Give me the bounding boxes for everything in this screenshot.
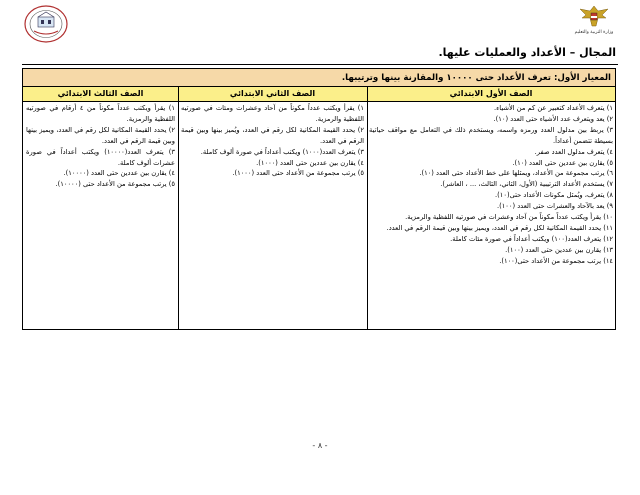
- outcome-item: ٥) يرتب مجموعة من الأعداد حتى العدد (١٠٠٠).: [232, 169, 364, 178]
- standard-row: المعيار الأول: تعرف الأعداد حتى ١٠٠٠٠ والمقارنة بينها وترتيبها.: [23, 69, 615, 87]
- outcome-item: ٥) يقارن بين عددين حتى العدد (١٠).: [512, 158, 613, 167]
- outcome-item: ٧) يستخدم الأعداد الترتيبية (الأول، الثاني، الثالث، ... ، العاشر).: [440, 180, 613, 189]
- outcome-item: ١) يقرأ ويكتب عدداً مكوناً من ٤ أرقام في صورتيه اللفظية والرمزية.: [26, 104, 175, 123]
- ministry-name: وزارة التربية والتعليم: [574, 30, 614, 35]
- title-divider: [22, 64, 618, 65]
- school-emblem-icon: [22, 4, 70, 44]
- outcome-item: ٢) يحدد القيمة المكانية لكل رقم في العدد، ويميز بينها وبين قيمة الرقم في العدد.: [26, 125, 175, 145]
- grade-3-outcomes: [26, 103, 175, 190]
- outcome-item: ٥) يرتب مجموعة من الأعداد حتى (١٠٠٠٠).: [55, 180, 175, 189]
- grade-2-header: الصف الثاني الابتدائي: [229, 89, 316, 98]
- egypt-eagle-icon: [568, 4, 620, 30]
- outcome-item: ٢) يعد ويتعرف عدد الأشياء حتى العدد (١٠).: [493, 114, 613, 123]
- grade-1-outcomes: [369, 103, 613, 267]
- outcome-item: ١٠) يقرأ ويكتب عدداً مكوناً من آحاد وعشرات في صورتيه اللفظية والرمزية.: [405, 213, 613, 222]
- outcome-item: ١٤) يرتب مجموعة من الأعداد حتى(١٠٠).: [499, 256, 613, 265]
- column-divider: [367, 87, 368, 329]
- outcome-item: ٤) يتعرف مدلول العدد صفر.: [534, 147, 613, 156]
- outcome-item: ٢) يحدد القيمة المكانية لكل رقم في العدد، ويُميز بينها وبين قيمة الرقم في العدد.: [181, 125, 364, 145]
- grade-header-row: [23, 87, 615, 102]
- grade-1-header: الصف الأول الابتدائي: [449, 89, 533, 98]
- grade-2-outcomes: [181, 103, 364, 179]
- standards-table: [22, 68, 616, 330]
- outcome-item: ٤) يقارن بين عددين حتى العدد (١٠٠٠).: [256, 158, 364, 167]
- outcome-item: ١٢) يتعرف العدد(١٠٠) ويكتب أعداداً في صورة مئات كاملة.: [450, 234, 613, 243]
- outcome-item: ١٣) يقارن بين عددين حتى العدد (١٠٠).: [505, 245, 613, 254]
- outcome-item: ١) يتعرف الأعداد كتعبير عن كم من الأشياء.: [494, 104, 613, 112]
- grade-3-header: الصف الثالث الابتدائي: [57, 89, 144, 98]
- outcome-item: ٩) يعد بالآحاد والعشرات حتى العدد (١٠٠).: [496, 202, 613, 211]
- ministry-logo: [568, 4, 620, 44]
- outcome-item: ١) يقرأ ويكتب عدداً مكوناً من آحاد وعشرات ومئات في صورتيه اللفظية والرمزية.: [181, 104, 364, 123]
- outcome-item: ٦) يرتب مجموعة من الأعداد، ويمثلها على خط الأعداد حتى العدد (١٠).: [419, 169, 613, 178]
- outcome-item: ٣) يربط بين مدلول العدد ورمزه واسمه، ويستخدم ذلك في التعامل مع مواقف حياتية بسيطة تتضمن أعداداً.: [369, 125, 613, 145]
- outcome-item: ٤) يقارن بين عددين حتى العدد (١٠٠٠٠).: [63, 169, 175, 178]
- outcome-item: ٣) يتعرف العدد(١٠٠٠) ويكتب أعداداً في صورة ألوف كاملة.: [200, 147, 364, 156]
- page-number: - ٨ -: [312, 441, 328, 450]
- outcome-item: ١١) يحدد القيمة المكانية لكل رقم في العدد، ويميز بينها وبين قيمة الرقم في العدد.: [386, 223, 613, 232]
- column-divider: [178, 87, 179, 329]
- domain-title: المجال – الأعداد والعمليات عليها.: [438, 46, 616, 59]
- school-emblem-logo: [22, 4, 70, 44]
- outcome-item: ٨) يتعرف، ويُمثل مكونات الأعداد حتى(١٠).: [495, 191, 613, 200]
- outcome-item: ٣) يتعرف العدد(١٠٠٠٠) ويكتب أعداداً في صورة عشرات ألوف كاملة.: [26, 147, 176, 167]
